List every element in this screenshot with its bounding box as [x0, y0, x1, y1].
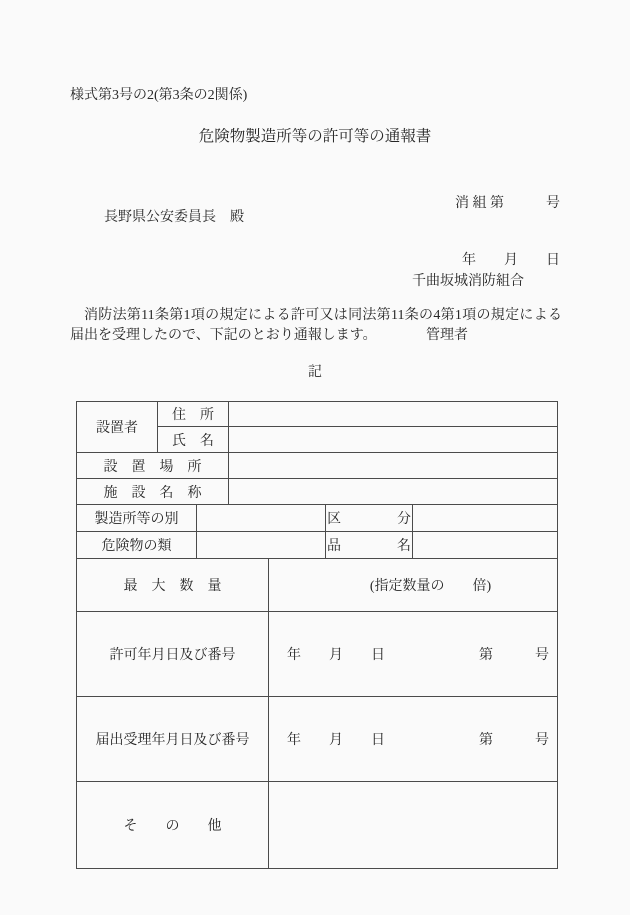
- installer-label-cell: 設置者: [77, 402, 158, 453]
- sender-title: 管理者: [426, 328, 468, 343]
- body-paragraph: 消防法第11条第1項の規定による許可又は同法第11条の4第1項の規定による届出を受理したので、下記のとおり通報します。: [70, 308, 562, 343]
- installer-address-value-cell: [229, 402, 558, 427]
- row-max-quantity: [77, 559, 558, 612]
- row-hazmat-class: [77, 532, 558, 559]
- other-value-cell: [269, 782, 558, 869]
- installer-name-label-cell: 氏 名: [158, 427, 229, 453]
- notification-number-text: 第 号: [479, 733, 549, 748]
- product-label-cell: 品 名: [326, 532, 413, 559]
- report-table: [76, 401, 558, 869]
- permit-label-cell: 許可年月日及び番号: [77, 612, 269, 697]
- division-label-cell: 区 分: [326, 505, 413, 532]
- max-quantity-label-cell: 最 大 数 量: [77, 559, 269, 612]
- permit-value-cell: [269, 612, 558, 697]
- notification-value-layout: [269, 729, 557, 749]
- row-other: [77, 782, 558, 869]
- doc-date-line: 年 月 日: [462, 253, 560, 268]
- row-notification-date: [77, 697, 558, 782]
- form-number: 様式第3号の2(第3条の2関係): [70, 88, 248, 103]
- sender-organization: 千曲坂城消防組合: [412, 274, 524, 289]
- permit-value-layout: [269, 644, 557, 664]
- designated-quantity-note: (指定数量の 倍): [369, 579, 492, 594]
- row-installer-address: [77, 402, 558, 427]
- notification-value-cell: [269, 697, 558, 782]
- installer-name-value-cell: [229, 427, 558, 453]
- location-value-cell: [229, 453, 558, 479]
- document-title: 危険物製造所等の許可等の通報書: [198, 128, 432, 145]
- notification-label-cell: 届出受理年月日及び番号: [77, 697, 269, 782]
- facility-value-cell: [229, 479, 558, 505]
- notification-date-text: 年 月 日: [287, 733, 385, 748]
- category-label-cell: 製造所等の別: [77, 505, 197, 532]
- other-label-cell: そ の 他: [77, 782, 269, 869]
- product-value-cell: [413, 532, 558, 559]
- row-location: [77, 453, 558, 479]
- permit-number-text: 第 号: [479, 648, 549, 663]
- location-label-cell: 設 置 場 所: [77, 453, 229, 479]
- permit-date-text: 年 月 日: [287, 648, 385, 663]
- row-category: [77, 505, 558, 532]
- facility-label-cell: 施 設 名 称: [77, 479, 229, 505]
- addressee: 長野県公安委員長 殿: [104, 210, 244, 225]
- hazmat-label-cell: 危険物の類: [77, 532, 197, 559]
- installer-address-label-cell: 住 所: [158, 402, 229, 427]
- row-facility-name: [77, 479, 558, 505]
- doc-number-line: 消 組 第 号: [455, 196, 560, 211]
- max-quantity-value-cell: [269, 559, 558, 612]
- hazmat-value-cell: [197, 532, 326, 559]
- record-mark: 記: [308, 365, 322, 380]
- division-value-cell: [413, 505, 558, 532]
- row-permit-date: [77, 612, 558, 697]
- category-value-cell: [197, 505, 326, 532]
